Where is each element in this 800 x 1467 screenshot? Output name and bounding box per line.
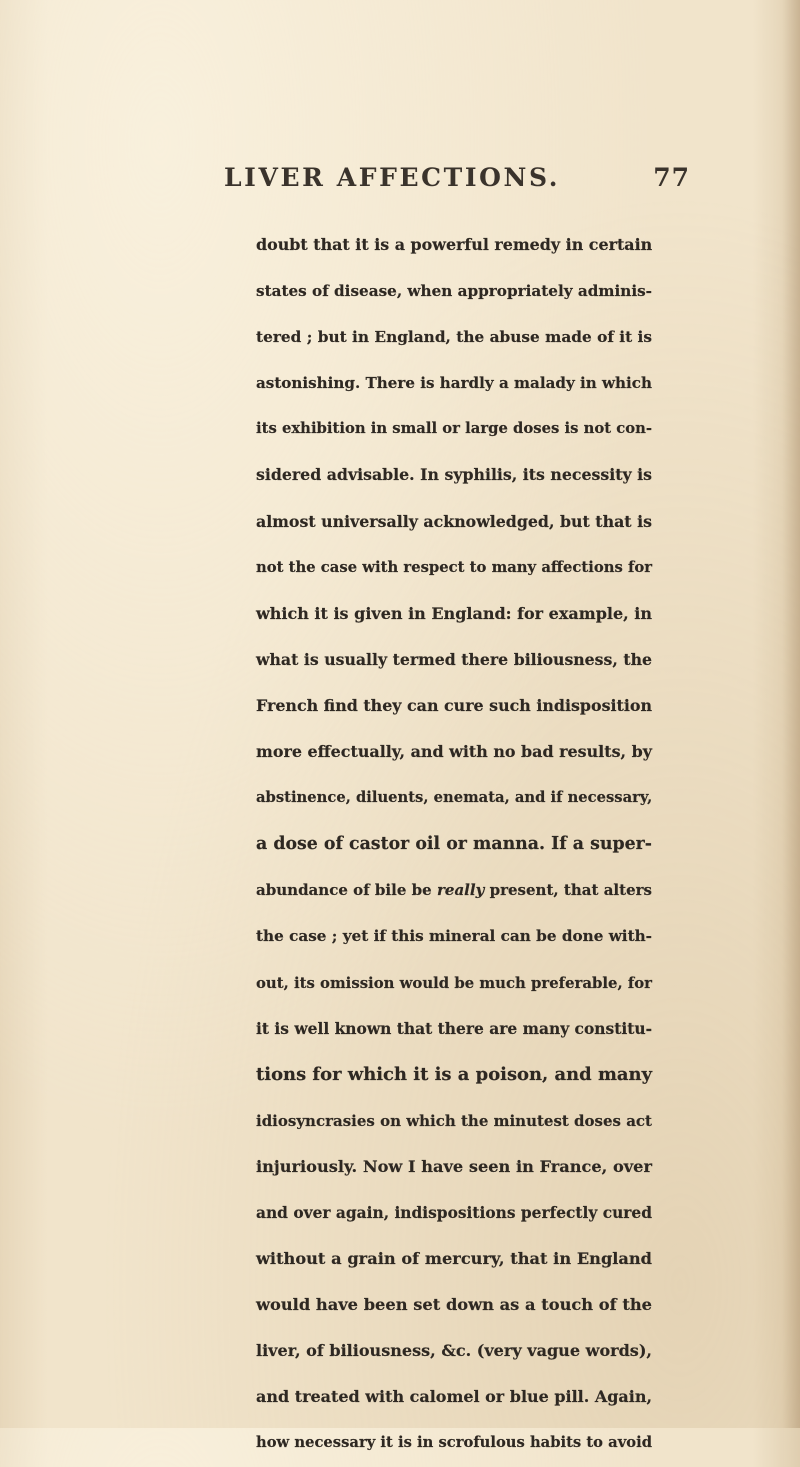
text-line: the case ; yet if this mineral can be done with- — [256, 927, 652, 946]
page-edge-shadow — [782, 0, 800, 1428]
text-line: without a grain of mercury, that in England — [256, 1249, 652, 1269]
text-segment: present, that alters — [484, 881, 652, 900]
text-line: and over again, indispositions perfectly cured — [256, 1203, 652, 1222]
text-line: more effectually, and with no bad results, by — [256, 742, 652, 762]
running-head-title: LIVER AFFECTIONS. — [224, 163, 561, 192]
text-segment: abundance of bile be — [256, 881, 437, 900]
text-line: doubt that it is a powerful remedy in certain — [256, 235, 653, 254]
page-number: 77 — [653, 163, 690, 192]
text-line: what is usually termed there biliousness, the — [256, 649, 652, 669]
text-line: almost universally acknowledged, but that is — [256, 511, 652, 531]
text-line: tered ; but in England, the abuse made of it is — [256, 328, 652, 347]
text-line: how necessary it is in scrofulous habits to avoid — [256, 1434, 652, 1452]
text-line: out, its omission would be much preferable, for — [256, 973, 652, 992]
text-line: its exhibition in small or large doses is not con- — [256, 420, 652, 438]
text-line: injuriously. Now I have seen in France, over — [256, 1156, 652, 1176]
text-line: idiosyncrasies on which the minutest doses act — [256, 1111, 652, 1130]
text-line: tions for which it is a poison, and many — [256, 1063, 652, 1085]
text-line: and treated with calomel or blue pill. Again, — [256, 1387, 652, 1407]
text-line: liver, of biliousness, &c. (very vague words), — [256, 1341, 652, 1361]
text-line: abstinence, diluents, enemata, and if necessary, — [256, 789, 653, 807]
text-line: a dose of castor oil or manna. If a super- — [256, 834, 652, 855]
text-line: which it is given in England: for example, in — [256, 603, 652, 623]
text-line: would have been set down as a touch of the — [256, 1295, 652, 1315]
text-line: French find they can cure such indisposition — [256, 695, 653, 715]
text-line: it is well known that there are many constitu- — [256, 1018, 652, 1038]
text-line — [256, 867, 652, 913]
running-head — [224, 163, 690, 203]
text-line: not the case with respect to many affections for — [256, 558, 652, 576]
body-text — [256, 222, 652, 1467]
text-line: astonishing. There is hardly a malady in which — [256, 374, 652, 393]
text-line: sidered advisable. In syphilis, its necessity is — [256, 465, 652, 485]
italic-emphasis: really — [436, 881, 485, 900]
text-line: states of disease, when appropriately adminis- — [256, 282, 652, 301]
